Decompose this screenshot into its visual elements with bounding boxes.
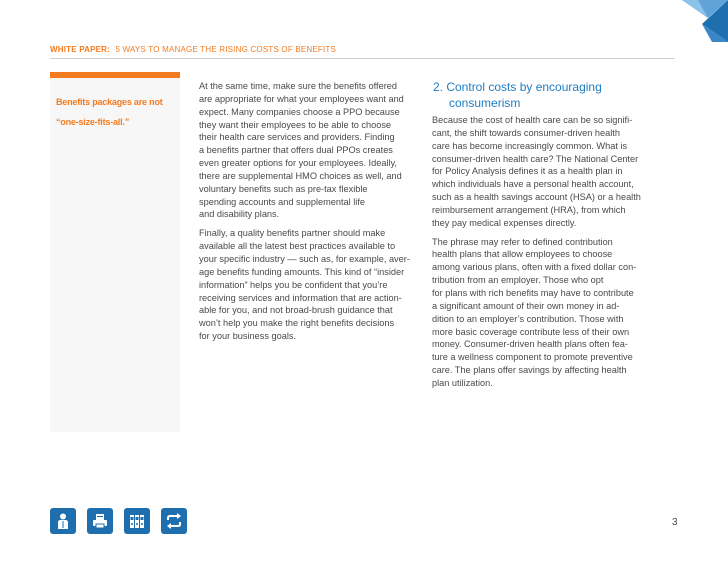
text-line: won’t help you make the right benefits decisions: [199, 318, 395, 329]
text-line: a benefits partner that offers dual PPOs creates: [199, 145, 393, 156]
text-line: At the same time, make sure the benefits offered: [199, 81, 397, 91]
text-line: more basic coverage contribute less of their own: [432, 326, 630, 337]
text-line: they pay medical expenses directly.: [432, 217, 577, 228]
body-column-right: [432, 114, 658, 396]
section-heading-line: 2. Control costs by encouraging: [433, 80, 602, 94]
sidebar-callout: [50, 72, 180, 432]
pull-quote-line: Benefits packages are not: [56, 97, 163, 107]
text-line: for plans with rich benefits may have to contribute: [432, 287, 634, 298]
document-header: [50, 45, 336, 54]
corner-decoration: [668, 0, 728, 42]
text-line: consumer-driven health care? The National Center: [432, 153, 639, 164]
text-line: spending accounts and supplemental life: [199, 196, 365, 207]
text-line: expect. Many companies choose a PPO because: [199, 106, 400, 117]
text-line: available all the latest best practices available to: [199, 241, 396, 252]
icon-row: [50, 508, 198, 534]
paragraph: [432, 236, 658, 390]
text-line: health plans that allow employees to choose: [432, 249, 613, 260]
text-line: care. The plans offer savings by affecting health: [432, 365, 627, 376]
text-line: age benefits funding amounts. This kind of “insider: [199, 266, 405, 277]
refresh-arrows-icon: [161, 508, 187, 534]
binders-icon: [124, 508, 150, 534]
text-line: your specific industry — such as, for example, aver-: [199, 253, 410, 264]
text-line: there are supplemental HMO choices as well, and: [199, 170, 402, 181]
text-line: care has become increasingly common. What is: [432, 140, 628, 151]
paragraph: [199, 227, 424, 343]
pull-quote-line: “one-size-fits-all.”: [56, 117, 130, 127]
section-heading-line: consumerism: [449, 96, 521, 110]
text-line: plan utilization.: [432, 377, 493, 388]
pull-quote: [56, 92, 174, 132]
header-label: WHITE PAPER:: [50, 45, 111, 54]
text-line: dition to an employer’s contribution. Those with: [432, 313, 624, 324]
text-line: such as a health savings account (HSA) or a health: [432, 192, 641, 203]
text-line: Because the cost of health care can be so signifi-: [432, 115, 633, 125]
text-line: money. Consumer-driven health plans often fea-: [432, 339, 628, 350]
sidebar-box: [50, 78, 180, 432]
text-line: voluntary benefits such as pre-tax flexible: [199, 183, 368, 194]
text-line: their health care services and providers. Finding: [199, 132, 395, 143]
paragraph: [199, 80, 424, 221]
section-heading: [433, 79, 602, 111]
text-line: able for you, and not broad-brush guidance that: [199, 305, 393, 316]
text-line: Finally, a quality benefits partner should make: [199, 228, 386, 239]
text-line: reimbursement arrangement (HRA), from which: [432, 204, 626, 215]
text-line: The phrase may refer to defined contribution: [432, 236, 613, 247]
header-divider: [50, 58, 675, 59]
text-line: and disability plans.: [199, 209, 280, 220]
text-line: information” helps you be confident that you’re: [199, 279, 388, 290]
text-line: among various plans, often with a fixed dollar con-: [432, 262, 637, 273]
text-line: they want their employees to be able to choose: [199, 119, 392, 130]
text-line: for your business goals.: [199, 331, 297, 342]
printer-icon: [87, 508, 113, 534]
text-line: receiving services and information that are action-: [199, 292, 402, 303]
text-line: for Policy Analysis defines it as a health plan in: [432, 166, 623, 177]
person-icon: [50, 508, 76, 534]
text-line: tribution from an employer. Those who opt: [432, 275, 604, 286]
text-line: which individuals have a personal health account,: [432, 179, 634, 190]
header-subtitle: 5 WAYS TO MANAGE THE RISING COSTS OF BENEFITS: [115, 45, 337, 54]
text-line: are appropriate for what your employees want and: [199, 93, 404, 104]
text-line: cant, the shift towards consumer-driven health: [432, 127, 620, 138]
text-line: a significant amount of their own money in ad-: [432, 300, 620, 311]
text-line: even greater options for your employees. Ideally,: [199, 158, 397, 169]
page-number: 3: [672, 517, 678, 528]
text-line: ture a wellness component to promote preventive: [432, 352, 633, 363]
body-column-left: [199, 80, 424, 349]
paragraph: [432, 114, 658, 230]
